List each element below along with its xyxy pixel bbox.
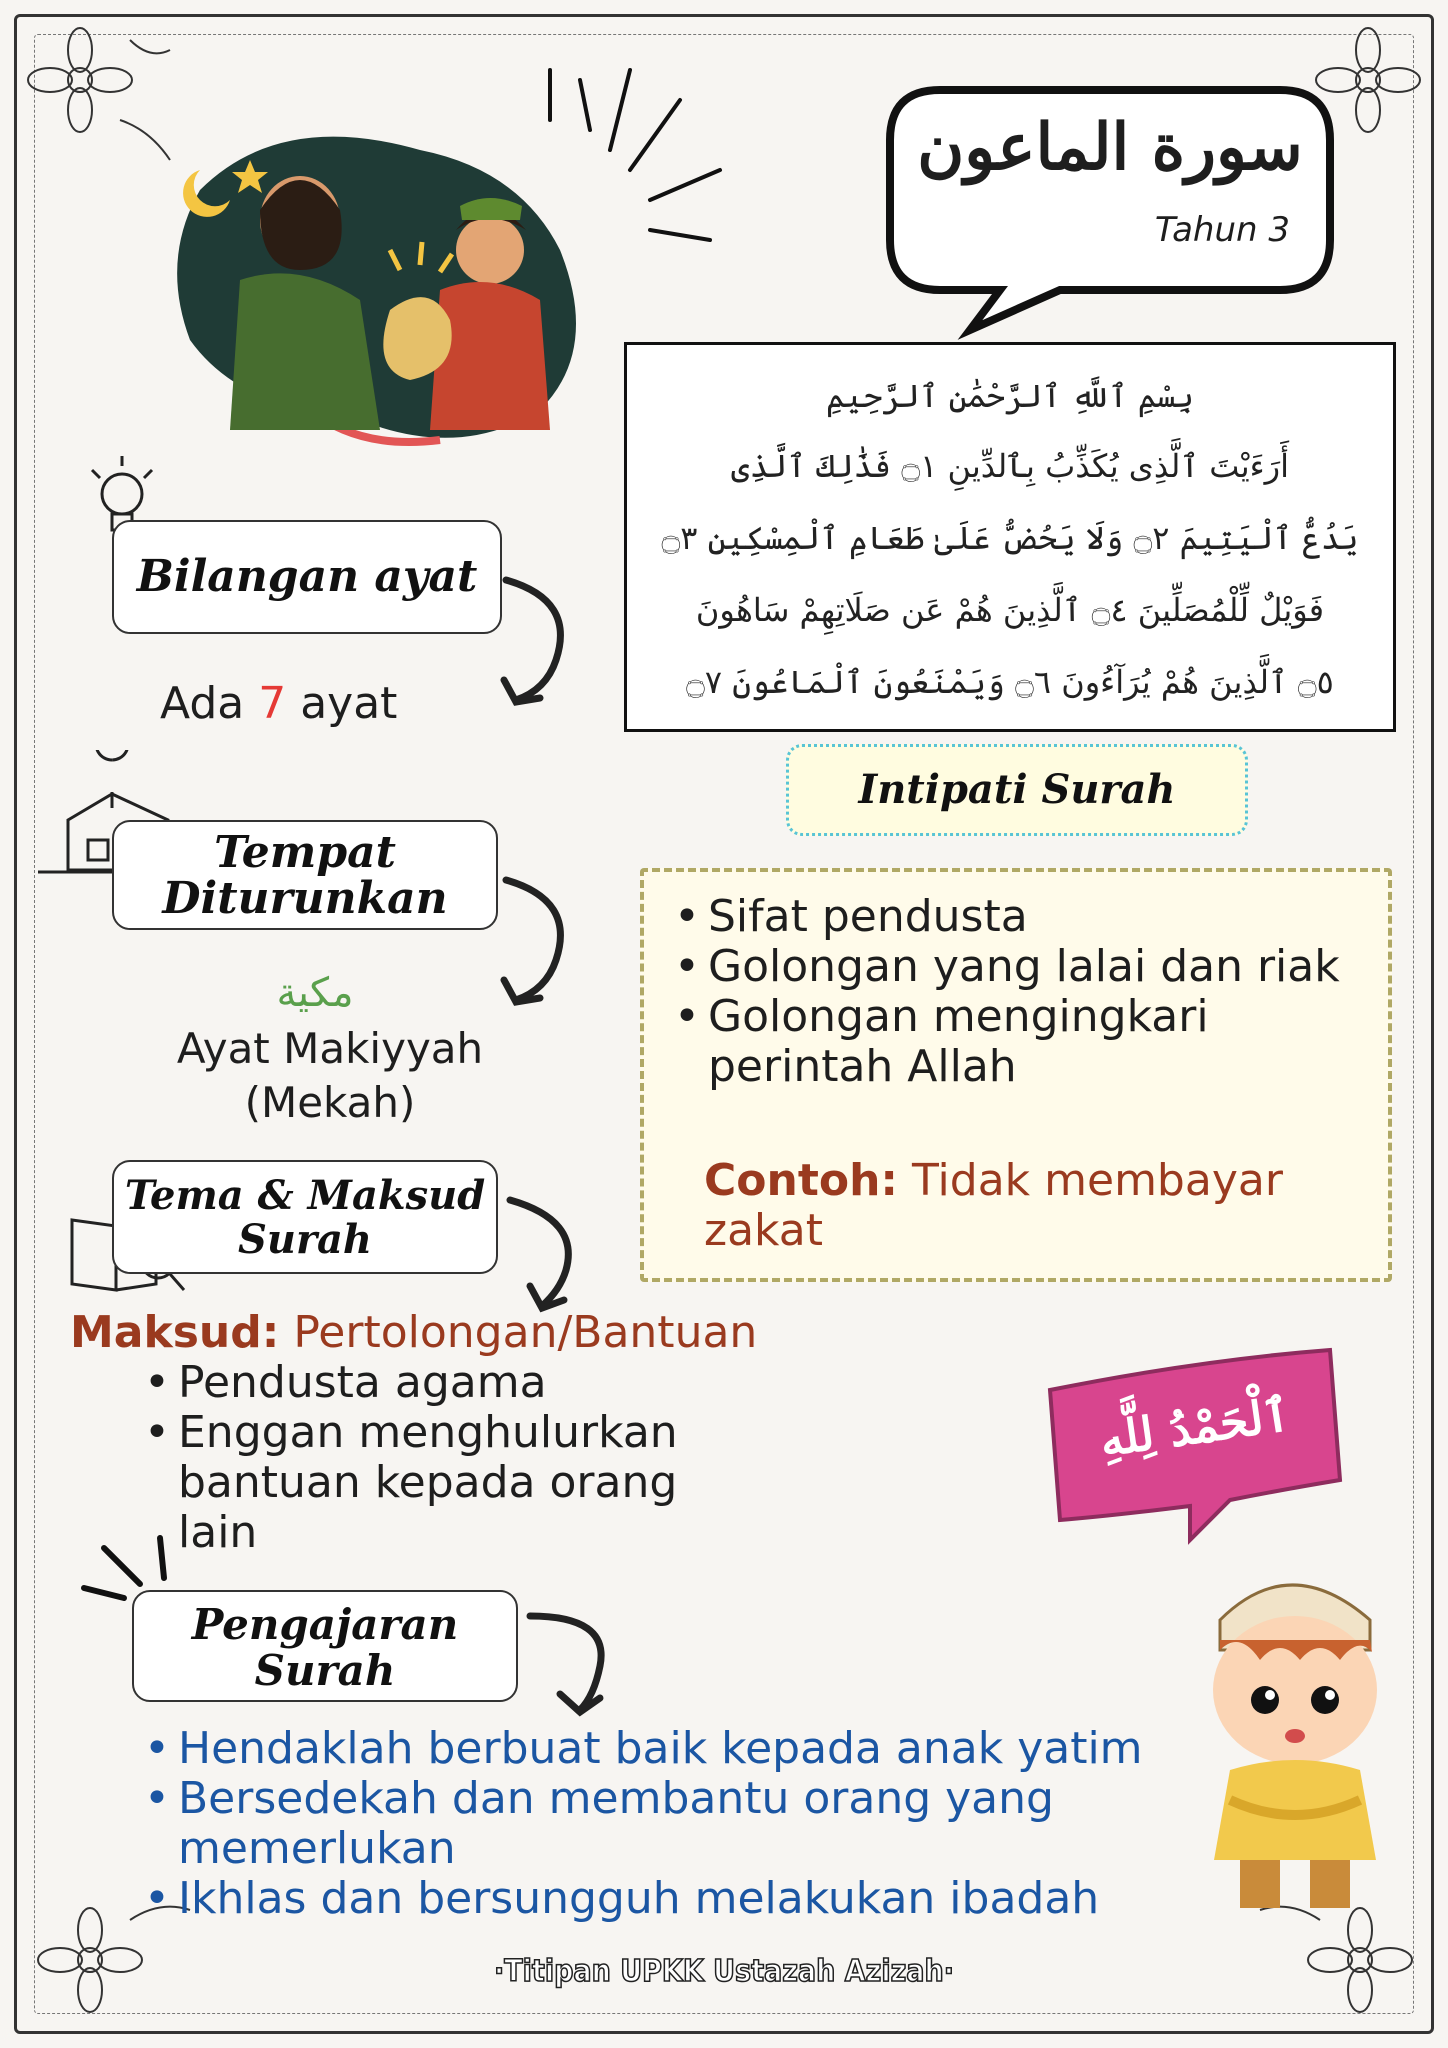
quran-line: أَرَءَيْتَ ٱلَّذِى يُكَذِّبُ بِٱلدِّينِ ۝١ فَذَٰلِكَ ٱلَّذِى [731,447,1289,485]
contoh-value: Tidak membayar zakat [704,1155,1283,1256]
surah-title-arabic: سورة الماعون [917,110,1303,185]
pengajaran-label-line2: Surah [254,1646,396,1695]
tema-label-line1: Tema & Maksud [124,1172,486,1219]
curved-arrow-icon [496,570,586,720]
pengajaran-list [140,1724,1260,1924]
curved-arrow-icon [500,1190,590,1320]
list-item: • Sifat pendusta [670,892,1360,942]
contoh-label: Contoh: [704,1155,899,1206]
ayat-count-prefix: Ada [160,678,245,729]
maksud-label: Maksud: [70,1307,280,1358]
list-item: • Ikhlas dan bersungguh melakukan ibadah [140,1874,1260,1924]
tempat-line1: Ayat Makiyyah [176,1024,484,1073]
corner-flower-top-left [20,20,180,180]
maksud-section [70,1308,830,1558]
curved-arrow-icon [520,1606,630,1726]
quran-line: بِسْمِ ٱللَّهِ ٱلرَّحْمَٰنِ ٱلرَّحِيمِ [825,377,1194,415]
cartoon-boy-illustration [1180,1540,1410,1920]
grade-label: Tahun 3 [1154,210,1290,250]
list-item: • Enggan menghulurkan bantuan kepada orang lain [140,1408,760,1558]
intipati-surah-label: Intipati Surah [786,744,1248,836]
quran-line: يَدُعُّ ٱلْيَتِيمَ ۝٢ وَلَا يَحُضُّ عَلَىٰ طَعَامِ ٱلْمِسْكِينِ ۝٣ [661,519,1359,557]
list-item: • Bersedekah dan membantu orang yang memerlukan [140,1774,1260,1874]
quran-line: ۝٥ ٱلَّذِينَ هُمْ يُرَآءُونَ ۝٦ وَيَمْنَعُونَ ٱلْمَاعُونَ ۝٧ [686,663,1334,701]
list-item: • Hendaklah berbuat baik kepada anak yatim [140,1724,1260,1774]
tema-label-line2: Surah [237,1216,373,1263]
curved-arrow-icon [496,870,586,1020]
alhamdulillah-text: ٱلْحَمْدُ لِلَّهِ [1096,1386,1294,1468]
pengajaran-label-line1: Pengajaran [191,1600,459,1649]
quran-text-box [624,342,1396,732]
burst-lines [520,60,740,300]
tempat-label-line1: Tempat [214,827,396,878]
contoh-line [704,1156,1354,1256]
list-item: • Pendusta agama [140,1358,760,1408]
maksud-value: Pertolongan/Bantuan [293,1307,758,1358]
ayat-count-suffix: ayat [300,678,398,729]
tempat-diturunkan-label [112,820,498,930]
makkiyah-arabic: مكية [276,970,354,1016]
tempat-description [130,1022,530,1130]
bilangan-ayat-label: Bilangan ayat [112,520,502,634]
title-speech-bubble [880,80,1340,280]
pengajaran-surah-label [132,1590,518,1702]
ayat-count-number: 7 [258,678,287,729]
tempat-line2: (Mekah) [244,1078,416,1127]
tempat-label-line2: Diturunkan [162,873,448,924]
intipati-box [640,868,1392,1282]
list-item: • Golongan mengingkari perintah Allah [670,992,1360,1092]
quran-line: فَوَيْلٌ لِّلْمُصَلِّينَ ۝٤ ٱلَّذِينَ هُمْ عَن صَلَاتِهِمْ سَاهُونَ [695,591,1325,629]
ayat-count [160,678,397,729]
list-item: • Golongan yang lalai dan riak [670,942,1360,992]
tema-maksud-label [112,1160,498,1274]
footer-credit: ·Titipan UPKK Ustazah Azizah· [494,1954,954,1989]
